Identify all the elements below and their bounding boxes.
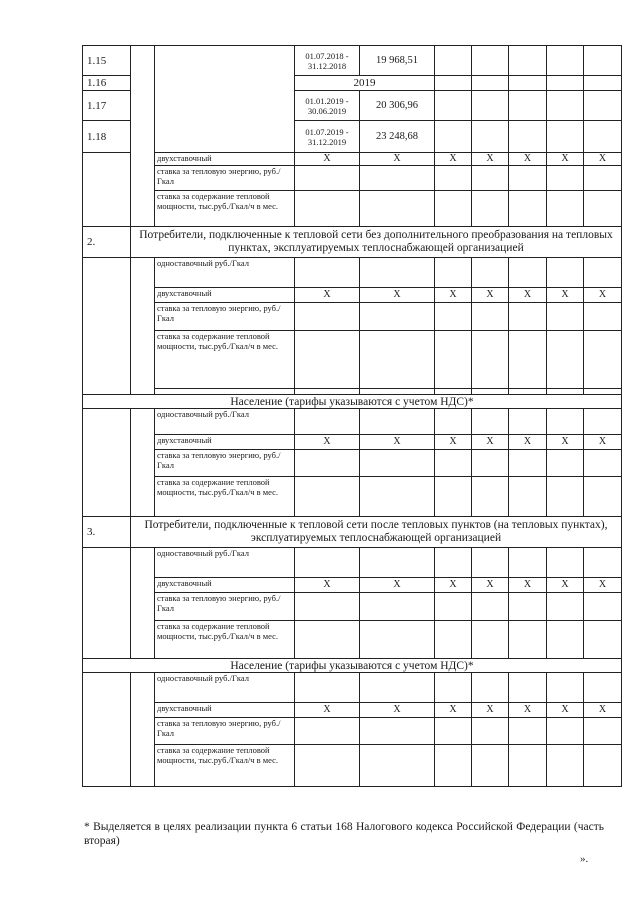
x-mark: X — [295, 153, 360, 166]
x-mark: X — [509, 288, 547, 303]
x-mark: X — [584, 288, 622, 303]
value-cell: 23 248,68 — [360, 121, 435, 153]
table-row — [83, 153, 622, 166]
value-cell: 20 306,96 — [360, 91, 435, 121]
x-mark: X — [472, 435, 509, 450]
x-mark: X — [509, 703, 547, 718]
table-row — [83, 477, 622, 517]
x-mark: X — [547, 578, 584, 593]
x-mark: X — [435, 435, 472, 450]
one-part-label: одноставочный руб./Гкал — [155, 409, 295, 435]
table-row — [83, 703, 622, 718]
row-number: 1.17 — [83, 91, 131, 121]
table-row — [83, 166, 622, 191]
x-mark: X — [435, 288, 472, 303]
one-part-label: одноставочный руб./Гкал — [155, 673, 295, 703]
x-mark: X — [435, 578, 472, 593]
section-number: 3. — [83, 517, 131, 548]
table-row — [83, 548, 622, 578]
section-header — [83, 517, 622, 548]
table-row — [83, 593, 622, 621]
table-row — [83, 303, 622, 331]
population-title: Население (тарифы указываются с учетом НДС)* — [83, 395, 622, 409]
period-cell: 01.01.2019 - 30.06.2019 — [295, 91, 360, 121]
capacity-rate-label: ставка за содержание тепловой мощности, тыс.руб./Гкал/ч в мес. — [155, 331, 295, 389]
section-number: 2. — [83, 227, 131, 258]
one-part-label: одноставочный руб./Гкал — [155, 258, 295, 288]
table-row — [83, 673, 622, 703]
row-number: 1.18 — [83, 121, 131, 153]
energy-rate-label: ставка за тепловую энергию, руб./Гкал — [155, 303, 295, 331]
x-mark: X — [509, 578, 547, 593]
x-mark: X — [584, 435, 622, 450]
table-row — [83, 450, 622, 477]
x-mark: X — [295, 703, 360, 718]
two-part-label: двухставочный — [155, 435, 295, 450]
table-row — [83, 288, 622, 303]
x-mark: X — [547, 153, 584, 166]
table-row — [83, 191, 622, 227]
section-title: Потребители, подключенные к тепловой сети после тепловых пунктов (на тепловых пунктах), эксплуатируемых теплоснабжающей организацией — [131, 517, 622, 548]
capacity-rate-label: ставка за содержание тепловой мощности, тыс.руб./Гкал/ч в мес. — [155, 621, 295, 659]
table-row — [83, 46, 622, 76]
energy-rate-label: ставка за тепловую энергию, руб./Гкал — [155, 593, 295, 621]
x-mark: X — [295, 435, 360, 450]
capacity-rate-label: ставка за содержание тепловой мощности, тыс.руб./Гкал/ч в мес. — [155, 191, 295, 227]
population-header — [83, 659, 622, 673]
value-cell: 19 968,51 — [360, 46, 435, 76]
x-mark: X — [472, 578, 509, 593]
energy-rate-label: ставка за тепловую энергию, руб./Гкал — [155, 718, 295, 745]
x-mark: X — [295, 578, 360, 593]
x-mark: X — [472, 703, 509, 718]
table-row — [83, 331, 622, 389]
population-title: Население (тарифы указываются с учетом НДС)* — [83, 659, 622, 673]
two-part-label: двухставочный — [155, 288, 295, 303]
x-mark: X — [435, 703, 472, 718]
x-mark: X — [472, 288, 509, 303]
x-mark: X — [547, 288, 584, 303]
two-part-label: двухставочный — [155, 153, 295, 166]
table-row — [83, 718, 622, 745]
section-title: Потребители, подключенные к тепловой сети без дополнительного преобразования на тепловых пунктах, эксплуатируемых теплоснабжающей организацией — [131, 227, 622, 258]
x-mark: X — [360, 578, 435, 593]
table-row — [83, 578, 622, 593]
one-part-label: одноставочный руб./Гкал — [155, 548, 295, 578]
period-cell: 01.07.2018 - 31.12.2018 — [295, 46, 360, 76]
x-mark: X — [584, 703, 622, 718]
table-row — [83, 258, 622, 288]
x-mark: X — [509, 153, 547, 166]
tariff-table — [82, 45, 622, 787]
x-mark: X — [360, 153, 435, 166]
row-number: 1.15 — [83, 46, 131, 76]
x-mark: X — [547, 703, 584, 718]
footnote: * Выделяется в целях реализации пункта 6 статьи 168 Налогового кодекса Российской Федерации (часть вторая) — [84, 821, 604, 847]
population-header — [83, 395, 622, 409]
x-mark: X — [509, 435, 547, 450]
x-mark: X — [360, 288, 435, 303]
x-mark: X — [584, 153, 622, 166]
x-mark: X — [547, 435, 584, 450]
table-row — [83, 435, 622, 450]
period-cell: 01.07.2019 - 31.12.2019 — [295, 121, 360, 153]
capacity-rate-label: ставка за содержание тепловой мощности, тыс.руб./Гкал/ч в мес. — [155, 745, 295, 787]
two-part-label: двухставочный — [155, 703, 295, 718]
section-header — [83, 227, 622, 258]
energy-rate-label: ставка за тепловую энергию, руб./Гкал — [155, 450, 295, 477]
x-mark: X — [584, 578, 622, 593]
table-row — [83, 621, 622, 659]
x-mark: X — [472, 153, 509, 166]
x-mark: X — [360, 703, 435, 718]
energy-rate-label: ставка за тепловую энергию, руб./Гкал — [155, 166, 295, 191]
table-row — [83, 409, 622, 435]
two-part-label: двухставочный — [155, 578, 295, 593]
table-row — [83, 745, 622, 787]
x-mark: X — [295, 288, 360, 303]
capacity-rate-label: ставка за содержание тепловой мощности, тыс.руб./Гкал/ч в мес. — [155, 477, 295, 517]
x-mark: X — [435, 153, 472, 166]
year-cell: 2019 — [295, 76, 435, 91]
row-number: 1.16 — [83, 76, 131, 91]
closing-quote: ». — [580, 853, 589, 865]
x-mark: X — [360, 435, 435, 450]
